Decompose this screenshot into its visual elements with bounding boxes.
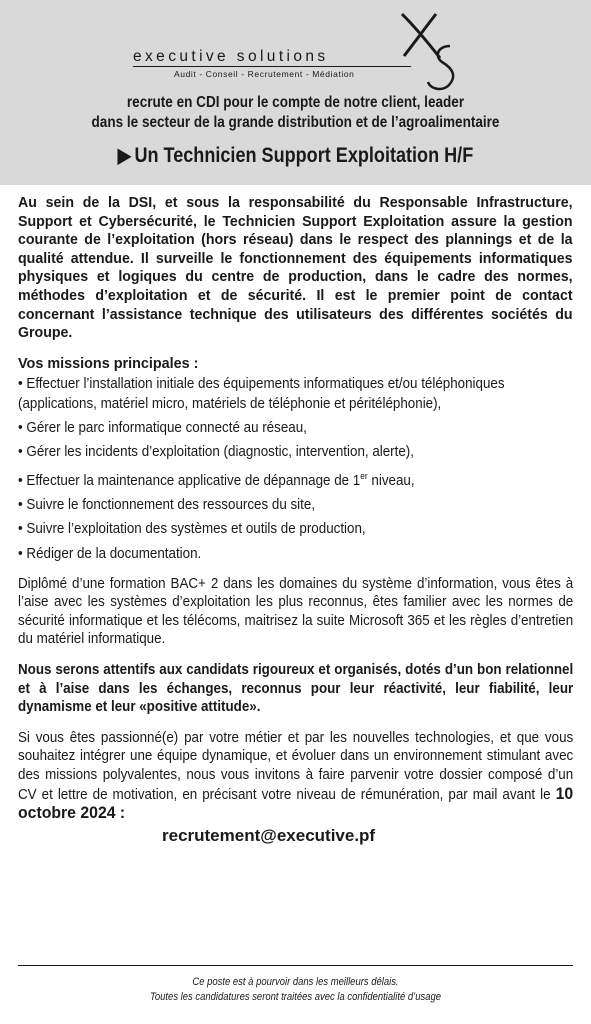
list-item: • Effectuer la maintenance applicative de dépannage de 1er niveau, — [18, 471, 415, 490]
job-title — [41, 143, 549, 168]
list-item: (applications, matériel micro, matériels de téléphonie et péritéléphonie), — [18, 395, 442, 412]
list-item: • Suivre le fonctionnement des ressources du site, — [18, 497, 316, 514]
attentive-paragraph: Nous serons attentifs aux candidats rigoureux et organisés, dotés d’un bon relationnel et à l’aise dans les échanges, reconnus pour leur réactivité, leur fiabilité, leur dynamisme et leur «positive attitude». — [18, 662, 574, 716]
footer-note — [41, 975, 549, 1005]
deadline-date: 10 octobre 2024 : — [18, 783, 574, 823]
footer-line-2: Toutes les candidatures seront traitées avec la confidentialité d’usage — [149, 991, 441, 1003]
application-paragraph: Si vous êtes passionné(e) par votre métier et par les nouvelles technologies, et que vous souhaitez intégrer une équipe dynamique, et évoluer dans un environnement stimulant avec des missions polyvalentes, nous vous invitons à faire parvenir votre dossier composé d’un CV et lettre de motivation, en précisant votre niveau de rémunération, par mail avant le 10 octobre 2024 : — [18, 729, 574, 823]
company-logo — [0, 0, 591, 95]
brand-name: executive solutions — [133, 48, 329, 65]
footer-line-1: Ce poste est à pourvoir dans les meilleurs délais. — [192, 976, 399, 988]
list-item: • Suivre l’exploitation des systèmes et outils de production, — [18, 521, 366, 538]
intro-heading — [35, 93, 555, 133]
xs-monogram-icon — [396, 6, 466, 92]
intro-line-1: recrute en CDI pour le compte de notre client, leader — [126, 94, 465, 111]
list-item: • Effectuer l’installation initiale des équipements informatiques et/ou téléphoniques — [18, 375, 505, 392]
intro-paragraph: Au sein de la DSI, et sous la responsabilité du Responsable Infrastructure, Support et Cybersécurité, le Technicien Support Exploitation assure la gestion courante de l’exploitation (hors réseau) dans le respect des plannings et de la qualité attendue. Il surveille le fonctionnement des équipements informatiques physiques et logiques du centre de production, dans le cadre des normes, méthodes d’exploitation et de sécurité. Il est le premier point de contact concernant l’assistance technique des utilisateurs des différentes sociétés du Groupe. — [18, 195, 573, 342]
play-arrow-icon: ▶ — [117, 145, 131, 167]
missions-title: Vos missions principales : — [18, 355, 199, 372]
header-band — [0, 0, 591, 185]
intro-line-2: dans le secteur de la grande distribution et de l’agroalimentaire — [91, 114, 500, 131]
logo-divider — [133, 66, 411, 67]
footer-divider — [18, 965, 573, 966]
list-item: • Rédiger de la documentation. — [18, 545, 202, 562]
list-item: • Gérer le parc informatique connecté au réseau, — [18, 419, 307, 436]
list-item: • Gérer les incidents d’exploitation (diagnostic, intervention, alerte), — [18, 444, 414, 461]
job-title-text: Un Technicien Support Exploitation H/F — [134, 144, 474, 167]
brand-tagline: Audit - Conseil - Recrutement - Médiation — [174, 69, 355, 79]
diploma-paragraph: Diplômé d’une formation BAC+ 2 dans les domaines du système d’information, vous êtes à l’aise avec les systèmes d’exploitation les plus reconnus, êtes familier avec les normes de sécurité informatique et les télécoms, maitrisez la suite Microsoft 365 et les règles d’entretien du matériel informatique. — [18, 575, 574, 648]
contact-email-link[interactable]: recrutement@executive.pf — [162, 825, 376, 845]
ad-content — [18, 194, 573, 846]
missions-list — [18, 375, 573, 563]
